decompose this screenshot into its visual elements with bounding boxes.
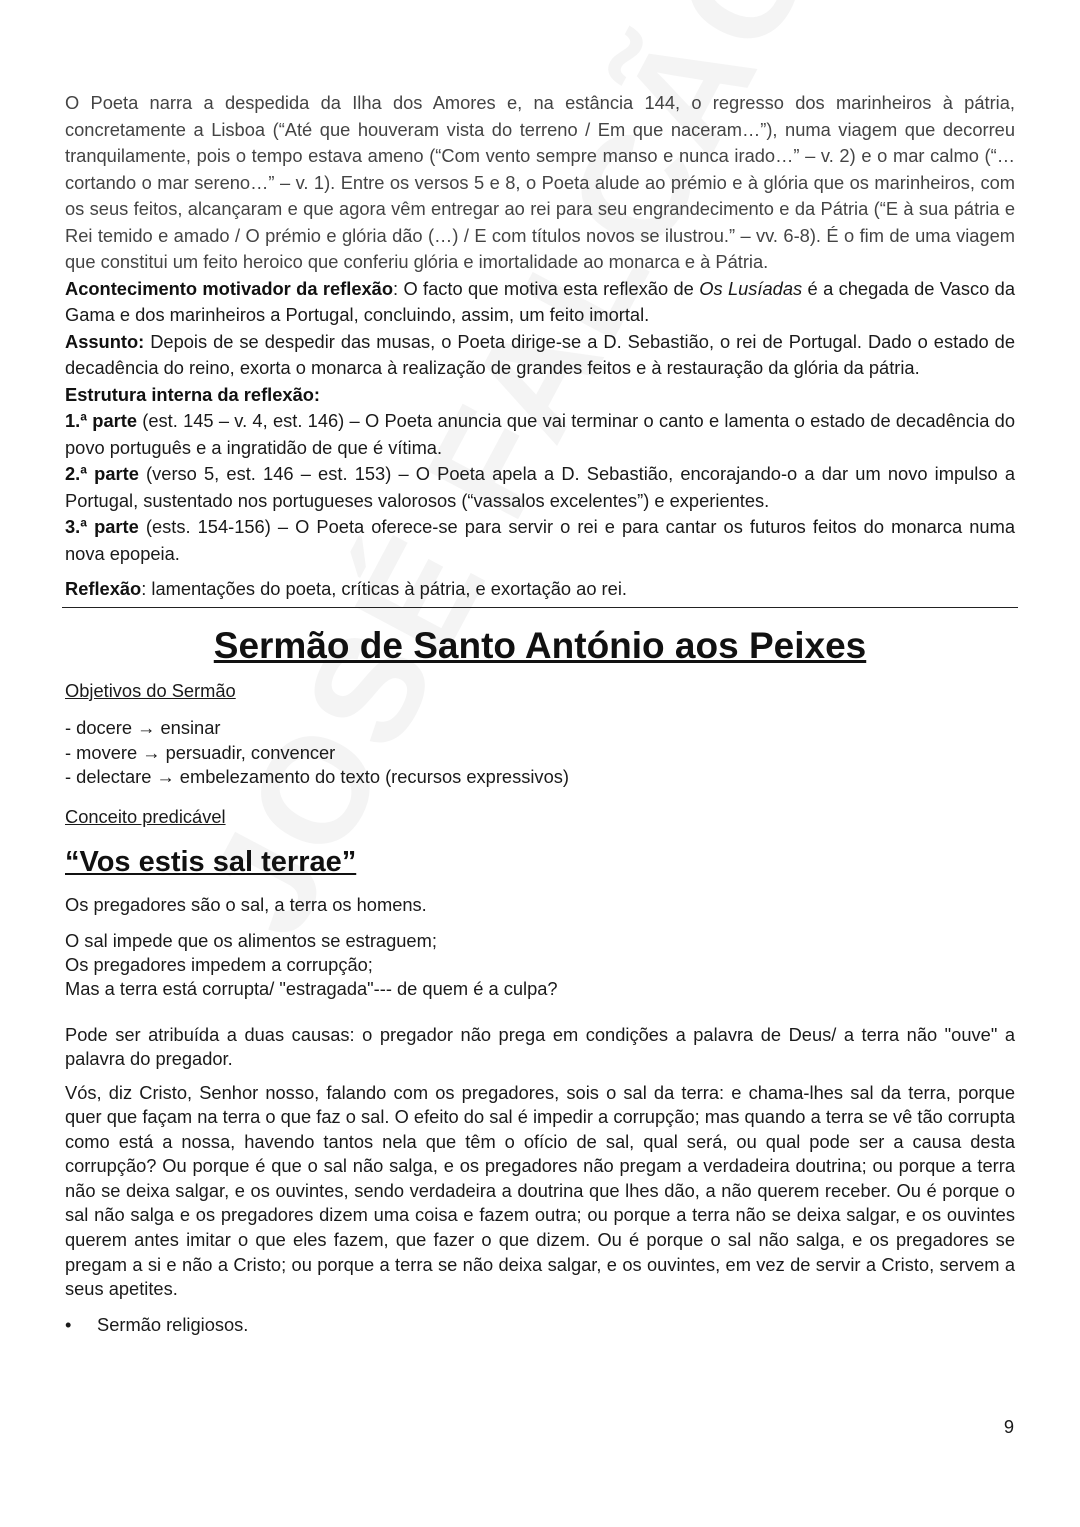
conceito-predicavel: “Vos estis sal terrae” [65, 846, 357, 878]
objetivos-list [65, 716, 1015, 790]
assunto-label: Assunto: [65, 330, 145, 352]
motivador-text-before: : O facto que motiva esta reflexão de [393, 277, 700, 299]
part-2-label: 2.ª parte [65, 463, 139, 484]
part-1-label: 1.ª parte [65, 410, 137, 431]
part-1 [65, 408, 1015, 461]
part-2 [65, 461, 1015, 514]
motivador-paragraph [65, 276, 1015, 329]
objetivo-item: - movere → persuadir, convencer [65, 741, 336, 763]
objetivo-item: - docere → ensinar [65, 717, 221, 738]
part-3 [65, 514, 1015, 567]
page-number: 9 [1003, 1416, 1014, 1437]
part-2-text: (verso 5, est. 146 – est. 153) – O Poeta apela a D. Sebastião, encorajando-o a dar um novo impulso a Portugal, sustentado nos portugueses valorosos (“vassalos excelentes”) e experientes. [65, 463, 1015, 511]
reflexao-paragraph [65, 576, 1015, 603]
objetivos-heading: Objetivos do Sermão [65, 679, 236, 701]
part-3-text: (ests. 154-156) – O Poeta oferece-se para servir o rei e para cantar os futuros feitos do monarca numa nova epopeia. [65, 516, 1015, 564]
estrutura-heading-text: Estrutura interna da reflexão: [65, 383, 320, 405]
assunto-text: Depois de se despedir das musas, o Poeta dirige-se a D. Sebastião, o rei de Portugal. Dado o estado de decadência do reino, exorta o monarca à realização de grandes feitos e à restauração da glória da pátria. [65, 330, 1015, 378]
part-1-text: (est. 145 – v. 4, est. 146) – O Poeta anuncia que vai terminar o canto e lamenta o estado de decadência do povo português e a ingratidão de que é vítima. [65, 410, 1016, 458]
objetivo-item: - delectare → embelezamento do texto (recursos expressivos) [65, 766, 569, 787]
sal-line: Os pregadores impedem a corrupção; [65, 953, 373, 975]
motivador-label: Acontecimento motivador da reflexão [65, 277, 393, 299]
document-page [65, 90, 1015, 1338]
motivador-text-after: é a chegada de Vasco da Gama e dos marinheiros a Portugal, concluindo, assim, um feito imortal. [65, 277, 1016, 325]
sal-lines [65, 929, 1015, 1001]
sal-line: O sal impede que os alimentos se estraguem; [65, 929, 437, 951]
sal-line: Mas a terra está corrupta/ "estragada"--- de quem é a culpa? [65, 977, 558, 999]
estrutura-heading [65, 382, 1015, 409]
conceito-heading: Conceito predicável [65, 805, 226, 827]
quote-paragraph: Vós, diz Cristo, Senhor nosso, falando com os pregadores, sois o sal da terra: e chama-lhes sal da terra, porque quer que façam na terra o que faz o sal. O efeito do sal é impedir a corrupção; mas quando a terra se vê tão corrupta como está a nossa, havendo tantos nela que têm o ofício de sal, qual será, ou qual pode ser a causa desta corrupção? Ou porque é que o sal não salga, e os pregadores não pregam a verdadeira doutrina; ou porque a terra não se deixa salgar, e os ouvintes, sendo verdadeira a doutrina que lhes dão, a não querem receber. Ou é porque o sal não salga e os pregadores dizem uma coisa e fazem outra; ou porque a terra não se deixa salgar, e os ouvintes querem antes imitar o que eles fazem, que fazer o que dizem. Ou é porque o sal não salga, e os pregadores se pregam a si e não a Cristo; ou porque a terra se não deixa salgar, e os ouvintes, em vez de servir a Cristo, servem a seus apetites. [65, 1081, 1015, 1300]
reflexao-label: Reflexão [65, 578, 142, 599]
causas-paragraph: Pode ser atribuída a duas causas: o pregador não prega em condições a palavra de Deus/ a terra não "ouve" a palavra do pregador. [65, 1023, 1015, 1069]
reflexao-text: : lamentações do poeta, críticas à pátria, e exortação ao rei. [141, 578, 627, 599]
section-divider [62, 607, 1018, 608]
pregadores-line: Os pregadores são o sal, a terra os homens. [65, 894, 427, 915]
assunto-paragraph [65, 329, 1015, 382]
part-3-label: 3.ª parte [65, 516, 139, 537]
bullet-icon: • [65, 1313, 72, 1335]
bullet-item: Sermão religiosos. [97, 1313, 249, 1335]
sermon-title: Sermão de Santo António aos Peixes [213, 624, 867, 666]
bullet-list [65, 1312, 1015, 1338]
intro-paragraph: O Poeta narra a despedida da Ilha dos Amores e, na estância 144, o regresso dos marinheiros à pátria, concretamente a Lisboa (“Até que houveram vista do terreno / Em que naceram…”), numa viagem que decorreu tranquilamente, pois o tempo estava ameno (“Com vento sempre manso e nunca irado…” – v. 2) e o mar calmo (“… cortando o mar sereno…” – v. 1). Entre os versos 5 e 8, o Poeta alude ao prémio e à glória que os marinheiros, com os seus feitos, alcançaram e que agora vêm entregar ao rei para seu engrandecimento e da Pátria (“E à sua pátria e Rei temido e amado / O prémio e glória dão (…) / E com títulos novos se ilustrou.” – vv. 6-8). É o fim de uma viagem que constitui um feito heroico que conferiu glória e imortalidade ao monarca e à Pátria. [65, 92, 1015, 272]
motivador-italic: Os Lusíadas [699, 277, 803, 299]
